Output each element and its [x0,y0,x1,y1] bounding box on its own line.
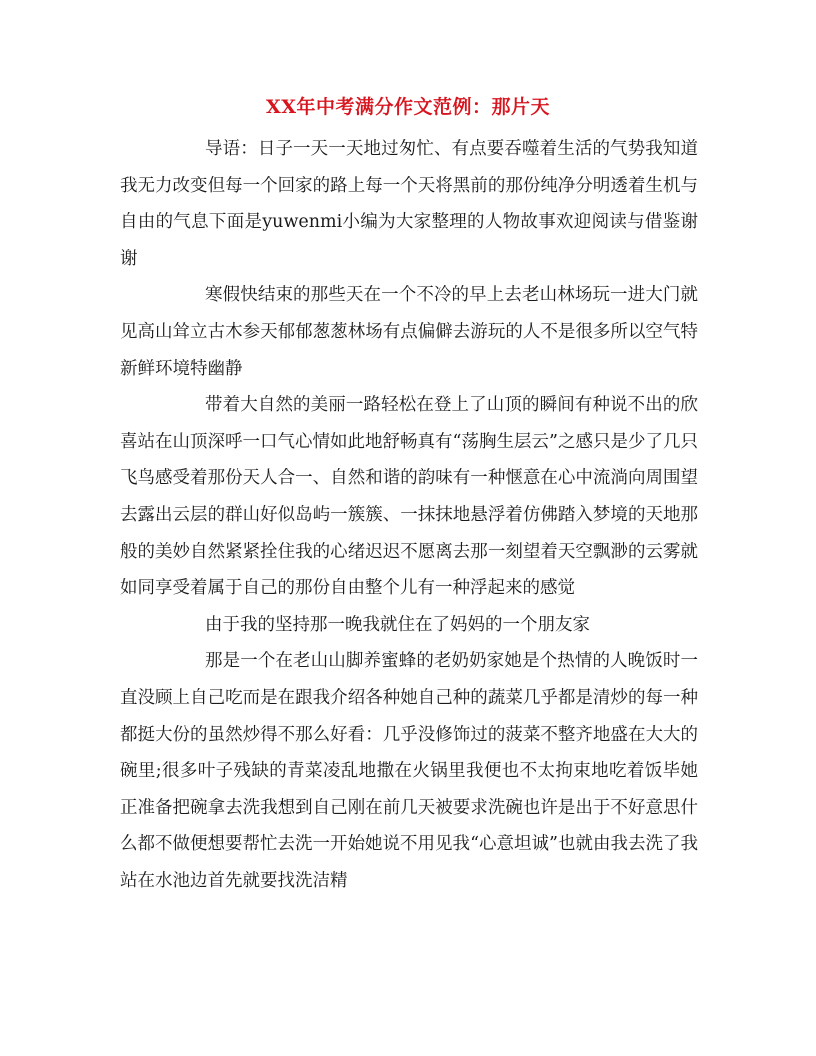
paragraph-winter-trip: 寒假快结束的那些天在一个不冷的早上去老山林场玩一进大门就见高山耸立古木参天郁郁葱葱林场有点偏僻去游玩的人不是很多所以空气特新鲜环境特幽静 [120,285,698,379]
paragraph-mountain-top: 带着大自然的美丽一路轻松在登上了山顶的瞬间有种说不出的欣喜站在山顶深呼一口气心情如此地舒畅真有“荡胸生层云”之感只是少了几只飞鸟感受着那份天人合一、自然和谐的韵味有一种惬意在心中流淌向周围望去露出云层的群山好似岛屿一簇簇、一抹抹地悬浮着仿佛踏入梦境的天地那般的美妙自然紧紧拴住我的心绪迟迟不愿离去那一刻望着天空飘渺的云雾就如同享受着属于自己的那份自由整个儿有一种浮起来的感觉 [120,395,698,599]
paragraph-intro: 导语：日子一天一天地过匆忙、有点要吞噬着生活的气势我知道我无力改变但每一个回家的路上每一个天将黑前的那份纯净分明透着生机与自由的气息下面是yuwenmi小编为大家整理的人物故事欢迎阅读与借鉴谢谢 [120,139,698,269]
paragraph-grandma-dinner: 那是一个在老山山脚养蜜蜂的老奶奶家她是个热情的人晚饭时一直没顾上自己吃而是在跟我介绍各种她自己种的蔬菜几乎都是清炒的每一种都挺大份的虽然炒得不那么好看：几乎没修饰过的菠菜不整齐地盛在大大的碗里;很多叶子残缺的青菜凌乱地撒在火锅里我便也不太拘束地吃着饭毕她正准备把碗拿去洗我想到自己刚在前几天被要求洗碗也许是出于不好意思什么都不做便想要帮忙去洗一开始她说不用见我“心意坦诚”也就由我去洗了我站在水池边首先就要找洗洁精 [120,651,698,891]
document-title: XX年中考满分作文范例：那片天 [266,96,550,118]
document-body [120,131,698,899]
paragraph-stay-night: 由于我的坚持那一晚我就住在了妈妈的一个朋友家 [205,614,590,635]
